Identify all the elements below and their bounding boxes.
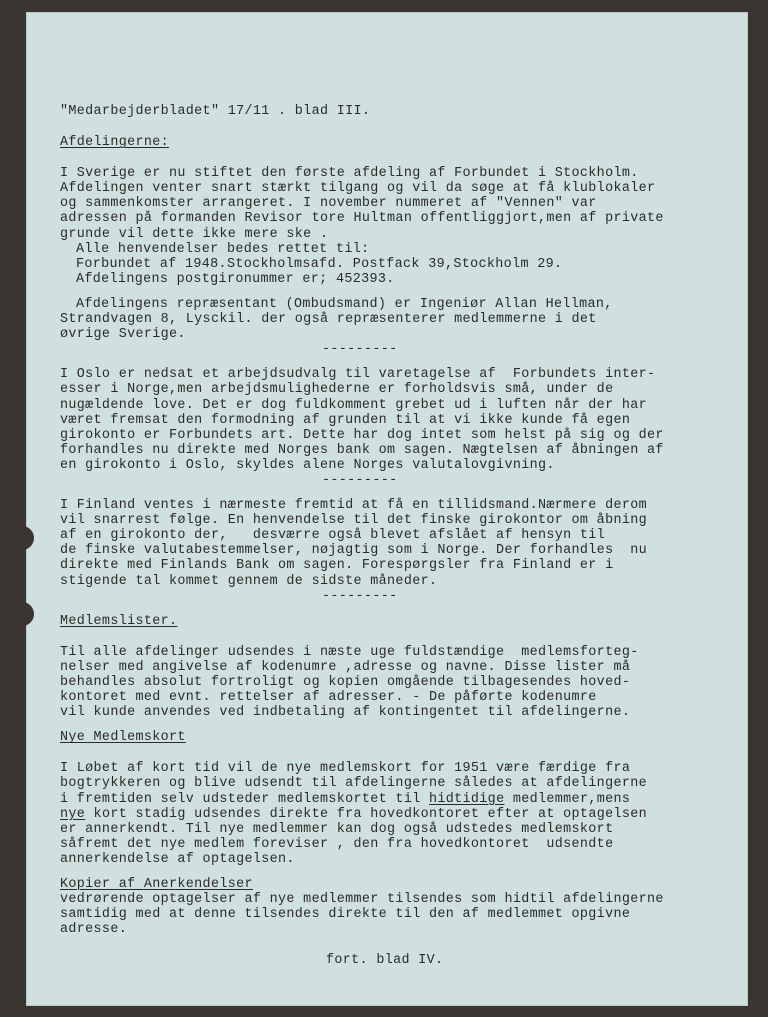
text-line: nye kort stadig udsendes direkte fra hovedkontoret efter at optagelsen	[60, 806, 648, 822]
text-line: de finske valutabestemmelser, nøjagtig som i Norge. Der forhandles nu	[60, 543, 647, 559]
text-line: nugældende love. Det er dog fuldkomment grebet ud i luften når der har	[60, 397, 647, 413]
text-line: og sammenkomster arrangeret. I november nummeret af "Vennen" var	[60, 196, 597, 212]
text-line: Afdelingens repræsentant (Ombudsmand) er Ingeniør Allan Hellman,	[76, 296, 613, 312]
text-line: vedrørende optagelser af nye medlemmer tilsendes som hidtil afdelingerne	[60, 892, 664, 908]
text-line: samtidig med at denne tilsendes direkte til den af medlemmet opgivne	[60, 907, 631, 923]
text-line: såfremt det nye medlem foreviser , den fra hovedkontoret udsendte	[60, 836, 614, 852]
text-line: vil kunde anvendes ved indbetaling af kontingentet til afdelingerne.	[60, 705, 631, 721]
text-line: kontoret med evnt. rettelser af adresser. - De påførte kodenumre	[60, 690, 597, 706]
text-line: girokonto er Forbundets art. Dette har dog intet som helst på sig og der	[60, 427, 664, 443]
text-line: Strandvagen 8, Lysckil. der også repræsenterer medlemmerne i det	[60, 312, 597, 328]
text-line: stigende tal kommet gennem de sidste måneder.	[60, 573, 438, 589]
text-line: adressen på formanden Revisor tore Hultman offentliggjort,men af private	[60, 211, 664, 227]
separator: ---------	[322, 588, 398, 604]
text-line: bogtrykkeren og blive udsendt til afdelingerne således at afdelingerne	[60, 776, 647, 792]
text-line: behandles absolut fortroligt og kopien omgående tilbagesendes hoved-	[60, 675, 631, 690]
address-line: Alle henvendelser bedes rettet til:	[76, 241, 370, 257]
text-line: grunde vil dette ikke mere ske .	[60, 226, 329, 242]
underlined-word: hidtidige	[428, 791, 505, 807]
text-line: Til alle afdelinger udsendes i næste uge fuldstændige medlemsforteg-	[60, 644, 639, 660]
text-line: vil snarrest følge. En henvendelse til det finske girokontor om åbning	[60, 513, 647, 529]
text-line: adresse.	[60, 922, 128, 938]
page-header: "Medarbejderbladet" 17/11 . blad III.	[60, 104, 371, 119]
text-line: I Finland ventes i nærmeste fremtid at få en tillidsmand.Nærmere derom	[60, 498, 647, 514]
address-line: Forbundet af 1948.Stockholmsafd. Postfack 39,Stockholm 29.	[76, 256, 563, 272]
text-line: været fremsat den formodning af grunden til at vi ikke kunde få egen	[60, 412, 631, 428]
text-line: af en girokonto der, desværre også blevet afslået af hensyn til	[60, 528, 606, 544]
typed-text	[60, 104, 708, 969]
text-line: annerkendelse af optagelsen.	[60, 851, 295, 867]
page-footer: fort. blad IV.	[326, 953, 444, 969]
section-heading-afdelinger: Afdelingerne:	[60, 135, 170, 151]
section-heading-nye-medlemskort: Nye Medlemskort	[60, 730, 186, 746]
separator: ---------	[322, 472, 398, 488]
text-line: I Løbet af kort tid vil de nye medlemskort for 1951 være færdige fra	[60, 761, 631, 777]
text-line: en girokonto i Oslo, skyldes alene Norges valutalovgivning.	[60, 457, 555, 473]
text-line: I Sverige er nu stiftet den første afdeling af Forbundet i Stockholm.	[60, 166, 639, 182]
text-line: forhandles nu direkte med Norges bank om sagen. Nægtelsen af åbningen af	[60, 442, 664, 458]
section-heading-kopier: Kopier af Anerkendelser	[60, 877, 253, 893]
text-line: nelser med angivelse af kodenumre ,adresse og navne. Disse lister må	[60, 659, 631, 675]
text-line: er annerkendt. Til nye medlemmer kan dog også udstedes medlemskort	[60, 821, 614, 837]
document-page	[26, 12, 748, 1006]
punch-hole	[20, 602, 34, 626]
text-line: Afdelingen venter snart stærkt tilgang og vil da søge at få klublokaler	[60, 181, 656, 197]
text-line: i fremtiden selv udsteder medlemskortet til hidtidige medlemmer,mens	[60, 791, 631, 807]
text-line: øvrige Sverige.	[60, 327, 186, 343]
separator: ---------	[322, 342, 398, 358]
text-line: I Oslo er nedsat et arbejdsudvalg til varetagelse af Forbundets inter-	[60, 367, 656, 383]
punch-hole	[20, 526, 34, 550]
underlined-word: nye	[60, 806, 86, 822]
text-line: esser i Norge,men arbejdsmulighederne er forholdsvis små, under de	[60, 382, 614, 398]
address-line: Afdelingens postgironummer er; 452393.	[76, 271, 395, 287]
section-heading-medlemslister: Medlemslister.	[60, 613, 178, 629]
text-line: direkte med Finlands Bank om sagen. Forespørgsler fra Finland er i	[60, 558, 614, 574]
